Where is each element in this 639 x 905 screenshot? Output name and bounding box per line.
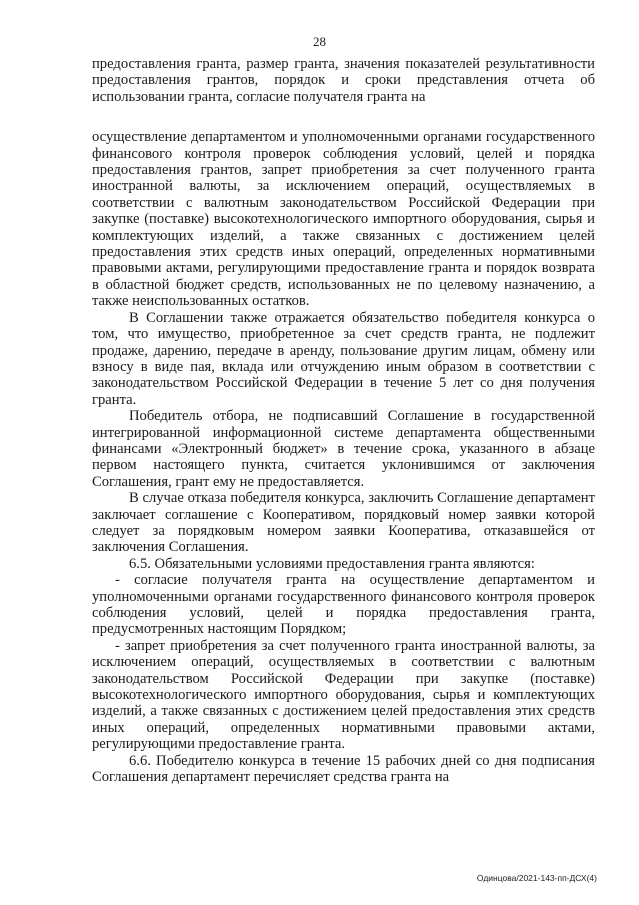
document-body	[92, 56, 595, 785]
list-item-consent: - согласие получателя гранта на осуществление департаментом и уполномоченными органами государственного финансового контроля проверок соблюдения условий, целей и порядка предоставления гранта, предусмотренных настоящим Порядком;	[92, 572, 595, 638]
document-code: Одинцова/2021-143-пп-ДСХ(4)	[476, 873, 597, 883]
paragraph-unsigned-agreement: Победитель отбора, не подписавший Соглашение в государственной интегрированной информационной системе департамента общественными финансами «Электронный бюджет» в течение срока, указанного в абзаце первом настоящего пункта, считается уклонившимся от заключения Соглашения, грант ему не предоставляется.	[92, 408, 595, 490]
paragraph-refusal: В случае отказа победителя конкурса, заключить Соглашение департамент заключает соглашение с Кооперативом, порядковый номер заявки которой следует за порядковым номером заявки Кооператива, отказавшейся от заключения Соглашения.	[92, 490, 595, 556]
paragraph-clause-6-5: 6.5. Обязательными условиями предоставления гранта являются:	[129, 555, 535, 572]
list-item-currency-ban: - запрет приобретения за счет полученного гранта иностранной валюты, за исключением операций, осуществляемых в соответствии с валютным законодательством Российской Федерации при закупке (поставке) высокотехнологического импортного оборудования, сырья и комплектующих изделий, а также связанных с достижением целей предоставления этих средств иных операций, определенных нормативными правовыми актами, регулирующими предоставление гранта.	[92, 637, 595, 753]
paragraph-agreement-conditions: осуществление департаментом и уполномоченными органами государственного финансового контроля проверок соблюдения условий, целей и порядка предоставления грантов, запрет приобретения за счет полученного гранта иностранной валюты, за исключением операций, осуществляемых в соответствии с валютным законодательством Российской Федерации при закупке (поставке) высокотехнологического импортного оборудования, сырья и комплектующих изделий, а также связанных с достижением целей предоставления этих средств иных операций, определенных нормативными правовыми актами, регулирующими предоставление гранта и порядок возврата в областной бюджет средств, использованных не по целевому назначению, а также неиспользованных остатков.	[92, 129, 595, 310]
page-number: 28	[313, 34, 326, 49]
paragraph-fragment-top: предоставления гранта, размер гранта, значения показателей результативности предоставления грантов, порядок и сроки представления отчета об использовании гранта, согласие получателя гранта на	[92, 56, 595, 105]
paragraph-property-obligation: В Соглашении также отражается обязательство победителя конкурса о том, что имущество, приобретенное за счет средств гранта, не подлежит продаже, дарению, передаче в аренду, пользование другим лицам, обмену или взносу в виде пая, вклада или отчуждению иным образом в соответствии с законодательством Российской Федерации в течение 5 лет со дня получения гранта.	[92, 309, 595, 408]
paragraph-clause-6-6: 6.6. Победителю конкурса в течение 15 рабочих дней со дня подписания Соглашения департамент перечисляет средства гранта на	[92, 752, 595, 786]
